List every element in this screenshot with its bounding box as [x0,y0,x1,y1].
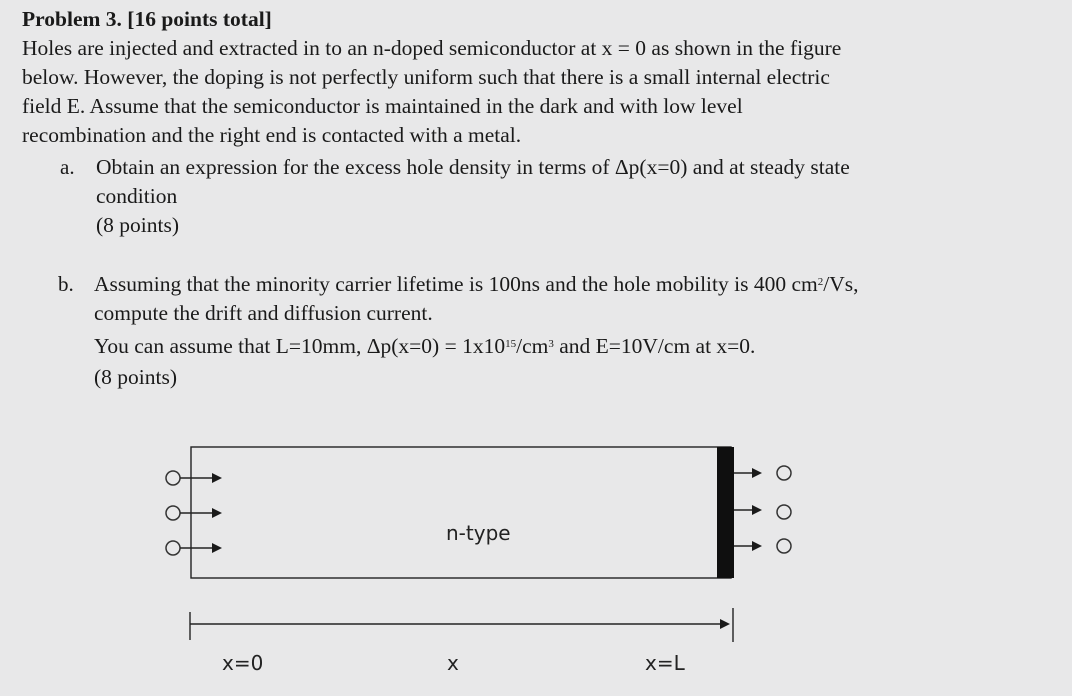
axis-label-x: x [447,651,459,675]
hole-icon [166,541,180,555]
part-b-line-3-text: You can assume that L=10mm, Δp(x=0) = 1x10 [94,334,506,358]
problem-title: Problem 3. [16 points total] [22,7,272,31]
hole-icon [166,506,180,520]
part-b-line-3-sup-cube: 3 [548,338,554,350]
part-b-line-1-text: Assuming that the minority carrier lifetime is 100ns and the hole mobility is 400 cm [94,272,818,296]
hole-icon [777,505,791,519]
part-a-line-1: Obtain an expression for the excess hole density in terms of Δp(x=0) and at steady state [96,155,850,179]
part-a-line-2: condition [96,184,178,208]
part-b-line-2: compute the drift and diffusion current. [94,301,433,325]
injected-holes [166,471,220,555]
hole-icon [777,466,791,480]
intro-line-2: below. However, the doping is not perfectly uniform such that there is a small internal electric [22,65,830,89]
part-b-line-3-post: and E=10V/cm at x=0. [553,334,756,358]
part-b-line-1-post: /Vs, [823,272,859,296]
extracted-holes [734,466,791,553]
part-b-line-3-sup-exp: 15 [505,338,517,350]
hole-icon [166,471,180,485]
intro-line-4: recombination and the right end is contacted with a metal. [22,123,522,147]
position-axis [190,608,733,642]
axis-label-x0: x=0 [222,651,264,675]
part-b-marker: b. [58,272,74,296]
part-b-line-1-sup: 2 [817,276,824,288]
semiconductor-block [191,447,731,578]
hole-icon [777,539,791,553]
intro-line-1: Holes are injected and extracted in to an n-doped semiconductor at x = 0 as shown in the figure [22,36,842,60]
axis-label-xL: x=L [645,651,685,675]
intro-line-3: field E. Assume that the semiconductor is maintained in the dark and with low level [22,94,743,118]
part-a-points: (8 points) [96,213,180,237]
part-b-points: (8 points) [94,365,178,389]
region-label-n-type: n-type [446,521,511,545]
part-a-marker: a. [60,155,75,179]
part-b-line-3-unit: /cm [516,334,549,358]
metal-contact [717,447,734,578]
